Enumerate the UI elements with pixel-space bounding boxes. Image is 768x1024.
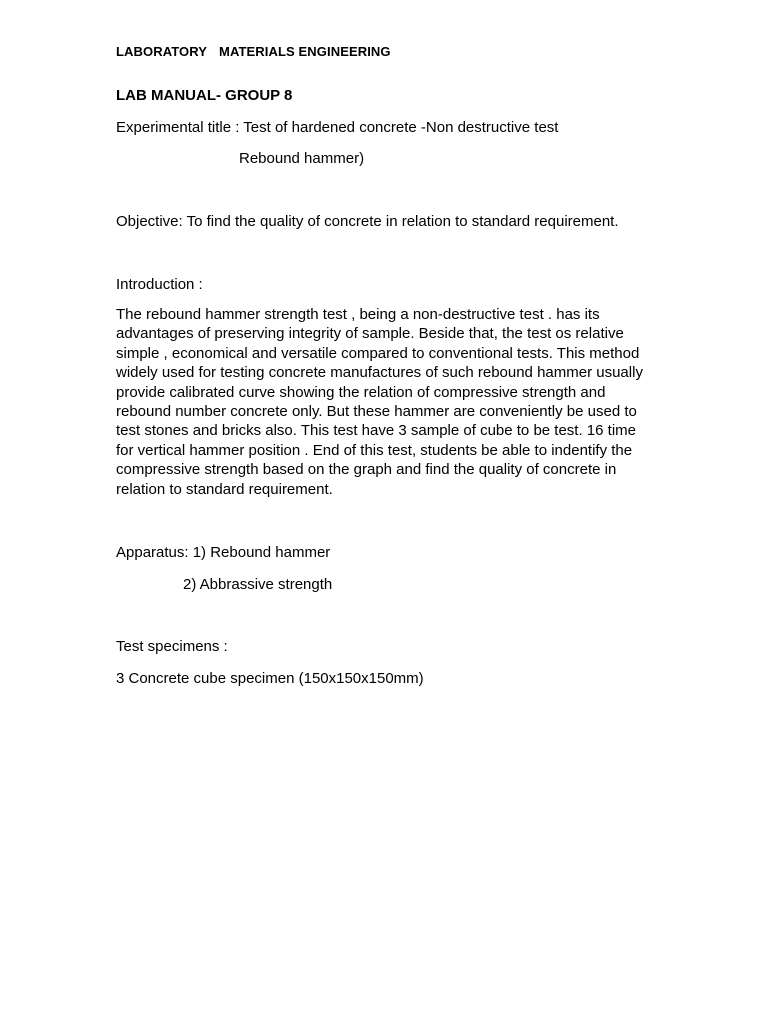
- test-specimens-item: 3 Concrete cube specimen (150x150x150mm): [116, 670, 424, 687]
- introduction-line: rebound number concrete only. But these hammer are conveniently be used to: [116, 403, 637, 421]
- test-specimens-heading: Test specimens :: [116, 638, 228, 655]
- apparatus-item-abbrassive-strength: 2) Abbrassive strength: [183, 576, 333, 593]
- introduction-line: test stones and bricks also. This test have 3 sample of cube to be test. 16 time: [116, 422, 636, 440]
- introduction-line: for vertical hammer position . End of this test, students be able to indentify the: [116, 441, 633, 459]
- introduction-line: simple , economical and versatile compared to conventional tests. This method: [116, 344, 640, 362]
- header-materials-engineering: MATERIALS ENGINEERING: [219, 44, 391, 59]
- introduction-line: provide calibrated curve showing the relation of compressive strength and: [116, 383, 606, 401]
- introduction-line: compressive strength based on the graph and find the quality of concrete in: [116, 461, 617, 479]
- introduction-heading: Introduction :: [116, 276, 203, 293]
- experimental-title-continued: Rebound hammer): [239, 150, 365, 167]
- page-header: [116, 42, 391, 61]
- apparatus-item-rebound-hammer: Apparatus: 1) Rebound hammer: [116, 544, 331, 561]
- header-laboratory: LABORATORY: [116, 44, 208, 59]
- introduction-line: The rebound hammer strength test , being a non-destructive test . has its: [116, 306, 600, 323]
- introduction-line: relation to standard requirement.: [116, 480, 333, 498]
- lab-manual-title: LAB MANUAL- GROUP 8: [116, 87, 293, 104]
- experimental-title: Experimental title : Test of hardened concrete -Non destructive test: [116, 119, 559, 136]
- introduction-paragraph: [116, 305, 661, 499]
- introduction-line: widely used for testing concrete manufactures of such rebound hammer usually: [116, 364, 643, 382]
- objective-text: Objective: To find the quality of concrete in relation to standard requirement.: [116, 213, 619, 230]
- introduction-line: advantages of preserving integrity of sample. Beside that, the test os relative: [116, 325, 624, 343]
